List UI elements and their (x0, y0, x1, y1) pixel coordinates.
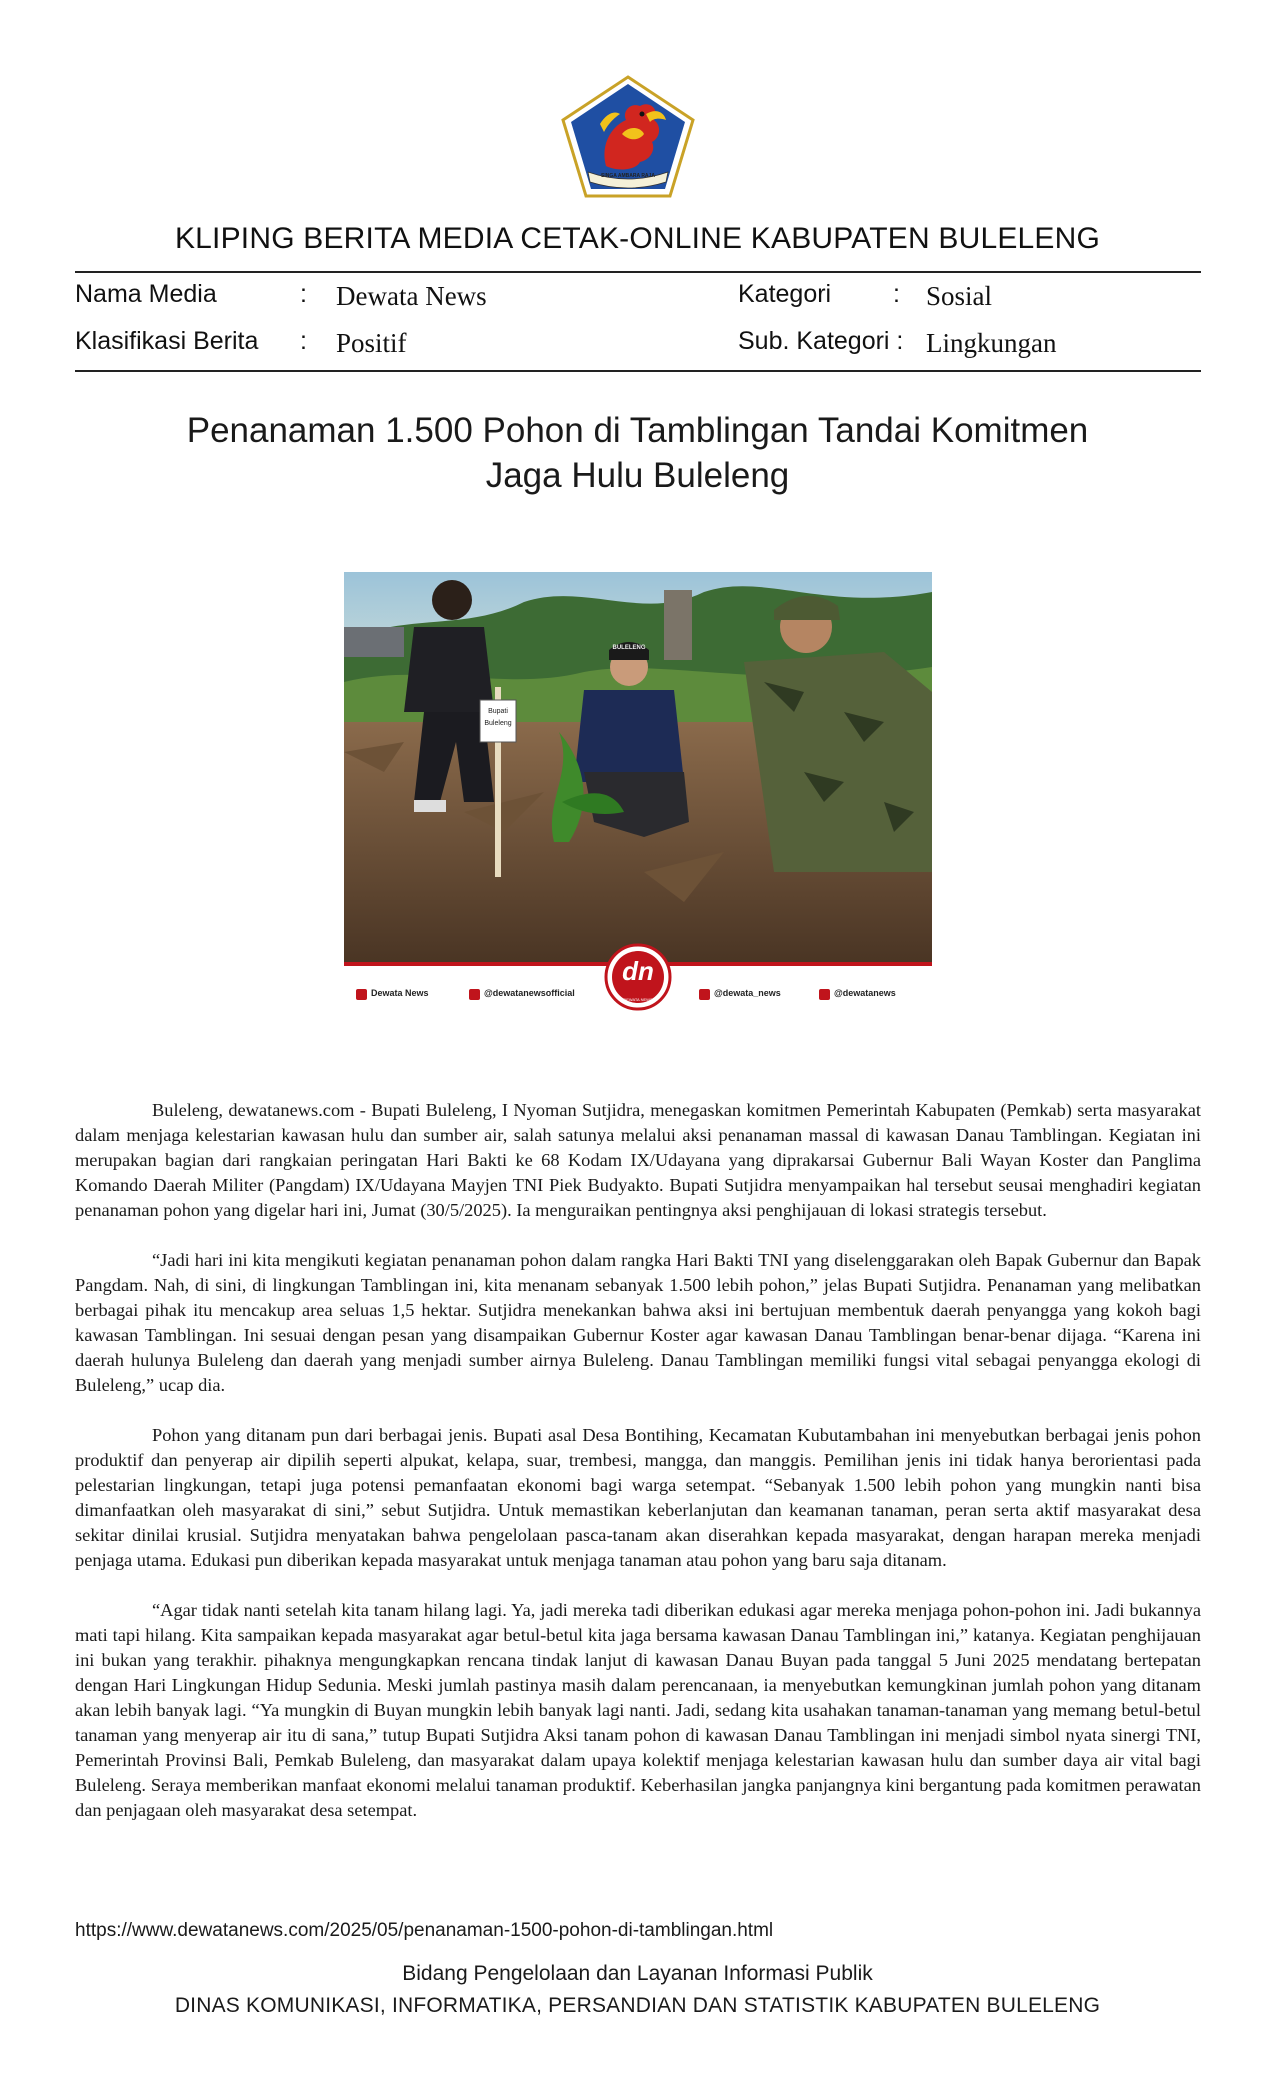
source-url-link[interactable]: https://www.dewatanews.com/2025/05/penanaman-1500-pohon-di-tamblingan.html (75, 1920, 774, 1941)
footer-agency: DINAS KOMUNIKASI, INFORMATIKA, PERSANDIAN DAN STATISTIK KABUPATEN BULELENG (174, 1994, 1101, 2017)
header-divider-bottom (75, 370, 1201, 372)
classification-label: Klasifikasi Berita (75, 327, 259, 355)
photo-sign-line-1: Bupati (488, 708, 508, 715)
article-title (100, 408, 1175, 498)
logo-motto: SINGA AMBARA RAJA (601, 173, 655, 179)
article-paragraph-3: Pohon yang ditanam pun dari berbagai jenis. Bupati asal Desa Bontihing, Kecamatan Kubutambahan ini menyebutkan berbagai jenis pohon produktif dan penyerap air dipilih seperti alpukat, kelapa, suar, trembesi, mangga, dan manggis. Pemilihan jenis ini tidak hanya berorientasi pada pelestarian lingkungan, tetapi juga potensi pemanfaatan ekonomi bagi warga setempat. “Sebanyak 1.500 lebih pohon yang mungkin nanti bisa dimanfaatkan oleh masyarakat di sini,” sebut Sutjidra. Untuk memastikan keberlanjutan dan keamanan tanaman, peran serta aktif masyarakat desa sekitar dinilai krusial. Sutjidra menyatakan bahwa pengelolaan pasca-tanam akan diserahkan kepada masyarakat, dengan harapan mereka menjadi penjaga utama. Edukasi pun diberikan kepada masyarakat untuk menjaga tanaman atau pohon yang baru saja ditanam. (75, 1425, 1201, 1570)
article-photo (344, 572, 932, 1015)
article-paragraph-4: “Agar tidak nanti setelah kita tanam hilang lagi. Ya, jadi mereka tadi diberikan edukasi agar mereka menjaga pohon-pohon ini. Jadi bukannya mati tapi hilang. Kita sampaikan kepada masyarakat agar betul-betul kita jaga bersama kawasan Danau Tamblingan ini,” katanya. Kegiatan penghijauan ini bukan yang terakhir. pihaknya mengungkapkan rencana tindak lanjut di kawasan Danau Buyan pada tanggal 5 Juni 2025 mendatang bertepatan dengan Hari Lingkungan Hidup Sedunia. Meski jumlah pastinya masih dalam perencanaan, ia menyebutkan kemungkinan jumlah pohon yang ditanam akan lebih banyak lagi. “Ya mungkin di Buyan mungkin lebih banyak lagi nanti. Jadi, sedang kita usahakan tanaman-tanaman yang memang betul-betul tanaman yang menyerap air itu di sana,” tutup Bupati Sutjidra Aksi tanam pohon di kawasan Danau Tamblingan ini menjadi simbol nyata sinergi TNI, Pemerintah Provinsi Bali, Pemkab Buleleng, dan masyarakat dalam upaya kolektif menjaga kelestarian kawasan hulu dan sumber daya air vital bagi Buleleng. Seraya memberikan manfaat ekonomi melalui tanaman produktif. Keberhasilan jangka panjangnya kini bergantung pada komitmen perawatan dan penjagaan oleh masyarakat desa setempat. (75, 1600, 1201, 1820)
buleleng-emblem-logo (560, 74, 696, 200)
category-colon: : (893, 280, 900, 308)
classification-value: Positif (336, 328, 407, 358)
article-paragraph-2: “Jadi hari ini kita mengikuti kegiatan penanaman pohon dalam rangka Hari Bakti TNI yang diselenggarakan oleh Bapak Gubernur dan Bapak Pangdam. Nah, di sini, di lingkungan Tamblingan ini, kita menanam sebanyak 1.500 lebih pohon,” jelas Bupati Sutjidra. Penanaman yang melibatkan berbagai pihak itu mencakup area seluas 1,5 hektar. Sutjidra menekankan bahwa aksi ini bertujuan membentuk daerah penyangga yang kokoh bagi kawasan Tamblingan. Ini sesuai dengan pesan yang disampaikan Gubernur Koster agar kawasan Danau Tamblingan benar-benar dijaga. “Karena ini daerah hulunya Buleleng dan daerah yang menjadi sumber airnya Buleleng. Danau Tamblingan memiliki fungsi vital sebagai penyangga ekologi di Buleleng,” ucap dia. (75, 1250, 1201, 1395)
subcategory-label: Sub. Kategori : (738, 327, 904, 355)
photo-badge-text: dn (622, 956, 654, 986)
clipping-header-title: KLIPING BERITA MEDIA CETAK-ONLINE KABUPATEN BULELENG (174, 222, 1101, 255)
photo-badge-subtext: DEWATA NEWS (623, 997, 653, 1002)
article-title-line-2: Jaga Hulu Buleleng (485, 456, 790, 495)
twitter-label: @dewata_news (714, 988, 781, 998)
classification-colon: : (300, 327, 307, 355)
article-body (75, 1098, 1201, 1848)
category-label: Kategori (738, 280, 832, 308)
header-divider-top (75, 271, 1201, 273)
subcategory-value: Lingkungan (926, 328, 1057, 358)
media-name-value: Dewata News (336, 281, 487, 311)
tiktok-label: @dewatanews (834, 988, 896, 998)
article-title-line-1: Penanaman 1.500 Pohon di Tamblingan Tandai Komitmen (186, 411, 1089, 450)
footer-department: Bidang Pengelolaan dan Layanan Informasi Publik (402, 1962, 873, 1985)
photo-hat-text: BULELENG (612, 645, 646, 651)
article-paragraph-1: Buleleng, dewatanews.com - Bupati Buleleng, I Nyoman Sutjidra, menegaskan komitmen Pemerintah Kabupaten (Pemkab) serta masyarakat dalam menjaga kelestarian kawasan hulu dan sumber air, salah satunya melalui aksi penanaman massal di kawasan Danau Tamblingan. Kegiatan ini merupakan bagian dari rangkaian peringatan Hari Bakti ke 68 Kodam IX/Udayana yang diprakarsai Gubernur Bali Wayan Koster dan Panglima Komando Daerah Militer (Pangdam) IX/Udayana Mayjen TNI Piek Budyakto. Bupati Sutjidra menyampaikan hal tersebut seusai menghadiri kegiatan penanaman pohon yang digelar hari ini, Jumat (30/5/2025). Ia menguraikan pentingnya aksi penghijauan di lokasi strategis tersebut. (75, 1100, 1201, 1220)
media-name-label: Nama Media (75, 280, 217, 308)
facebook-label: Dewata News (371, 988, 429, 998)
instagram-label: @dewatanewsofficial (484, 988, 575, 998)
category-value: Sosial (926, 281, 993, 311)
media-name-colon: : (300, 280, 307, 308)
photo-sign-line-2: Buleleng (484, 720, 512, 727)
